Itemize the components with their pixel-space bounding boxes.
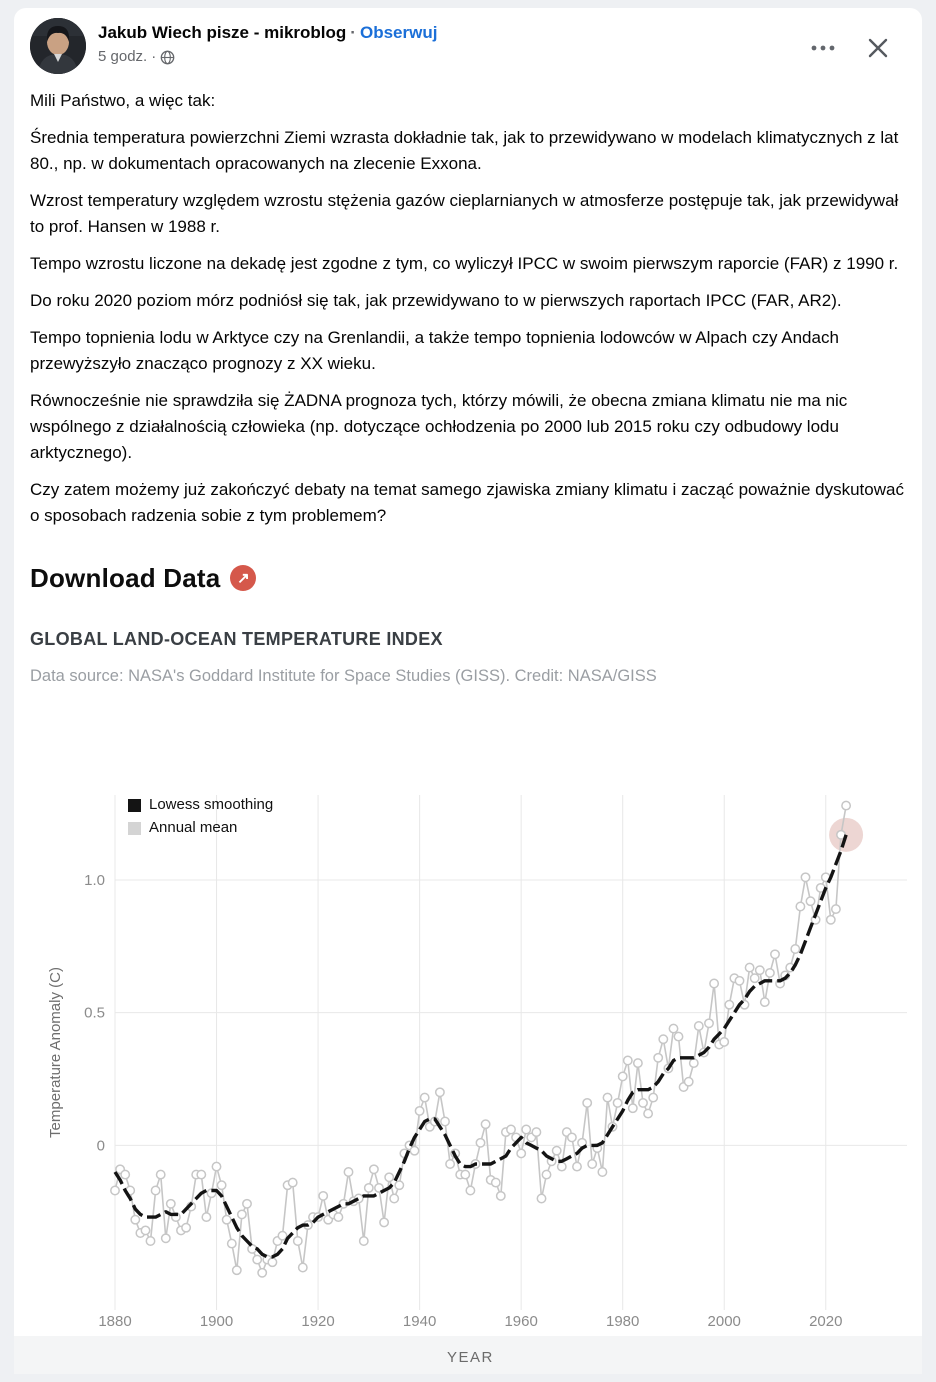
legend-label: Lowess smoothing <box>149 796 274 813</box>
legend-label: Annual mean <box>149 819 238 836</box>
grid-lines <box>115 795 907 1310</box>
close-icon <box>866 36 890 60</box>
download-data-link[interactable]: Download Data <box>30 563 221 593</box>
svg-text:0: 0 <box>96 1137 105 1155</box>
annual-mean-markers <box>111 801 851 1277</box>
timestamp[interactable]: 5 godz. <box>98 48 148 65</box>
globe-icon <box>160 50 175 65</box>
post-paragraph: Tempo topnienia lodu w Arktyce czy na Grenlandii, a także tempo topnienia lodowców w Alpach czy Andach przewyższyło znacząco prognozy z XX wieku. <box>30 328 839 373</box>
close-button[interactable] <box>862 32 894 64</box>
ellipsis-icon <box>810 43 836 53</box>
svg-text:1920: 1920 <box>301 1313 335 1330</box>
post-header <box>14 8 922 74</box>
temperature-chart-svg <box>14 770 922 1374</box>
svg-text:1900: 1900 <box>199 1313 234 1330</box>
temperature-chart <box>14 770 922 1374</box>
post-paragraph: Wzrost temperatury względem wzrostu stężenia gazów cieplarnianych w atmosferze postępuje tak, jak przewidywał to prof. Hansen w 1988 r. <box>30 191 899 236</box>
post-paragraph: Tempo wzrostu liczone na dekadę jest zgodne z tym, co wyliczył IPCC w swoim pierwszym raporcie (FAR) z 1990 r. <box>30 254 899 273</box>
arrow-up-right-icon: ↗ <box>237 570 250 587</box>
external-link-badge[interactable] <box>230 565 256 591</box>
chart-title: GLOBAL LAND-OCEAN TEMPERATURE INDEX <box>30 629 443 649</box>
legend-item-lowess <box>128 797 273 813</box>
chart-legend <box>128 797 273 836</box>
svg-text:1880: 1880 <box>98 1313 132 1330</box>
post-paragraph: Równocześnie nie sprawdziła się ŻADNA prognoza tych, którzy mówili, że obecna zmiana klimatu nie ma nic wspólnego z działalnością człowieka (np. dotyczące ochłodzenia po 2000 lub 2015 roku czy odbudowy lodu arktycznego). <box>30 391 848 462</box>
axis-ticks <box>84 872 842 1330</box>
more-options-button[interactable] <box>806 39 840 57</box>
post-paragraph: Średnia temperatura powierzchni Ziemi wzrasta dokładnie tak, jak to przewidywano w modelach klimatycznych z lat 80., np. w dokumentach opracowanych na zlecenie Exxona. <box>30 128 899 173</box>
author-name[interactable]: Jakub Wiech pisze - mikroblog <box>98 23 347 42</box>
post-paragraph: Mili Państwo, a więc tak: <box>30 91 216 110</box>
lowess-swatch <box>128 799 141 812</box>
nasa-embed <box>14 540 922 687</box>
follow-link[interactable]: Obserwuj <box>359 23 438 42</box>
svg-text:1980: 1980 <box>606 1313 640 1330</box>
name-separator: · <box>350 23 356 42</box>
y-axis-title: Temperature Anomaly (C) <box>47 967 64 1138</box>
svg-text:1940: 1940 <box>402 1313 437 1330</box>
svg-text:2000: 2000 <box>707 1313 741 1330</box>
x-axis-title: YEAR <box>446 1349 494 1366</box>
header-actions <box>806 18 906 64</box>
avatar[interactable] <box>30 18 86 74</box>
legend-item-annual <box>128 820 273 836</box>
post-paragraph: Do roku 2020 poziom mórz podniósł się tak, jak przewidywano to w pierwszych raportach IPCC (FAR, AR2). <box>30 291 842 310</box>
chart-source: Data source: NASA's Goddard Institute for Space Studies (GISS). Credit: NASA/GISS <box>30 667 657 685</box>
annual-swatch <box>128 822 141 835</box>
post-card <box>14 8 922 1374</box>
svg-text:1.0: 1.0 <box>84 871 105 889</box>
lowess-line <box>115 835 846 1257</box>
post-body <box>14 74 922 529</box>
post-paragraph: Czy zatem możemy już zakończyć debaty na temat samego zjawiska zmiany klimatu i zacząć poważnie dyskutować o sposobach radzenia sobie z tym problemem? <box>30 480 904 525</box>
svg-text:2020: 2020 <box>809 1313 843 1330</box>
svg-text:1960: 1960 <box>504 1313 538 1330</box>
header-text <box>98 18 806 67</box>
svg-text:0.5: 0.5 <box>84 1004 105 1022</box>
time-separator: · <box>151 48 157 65</box>
avatar-photo <box>30 18 86 74</box>
